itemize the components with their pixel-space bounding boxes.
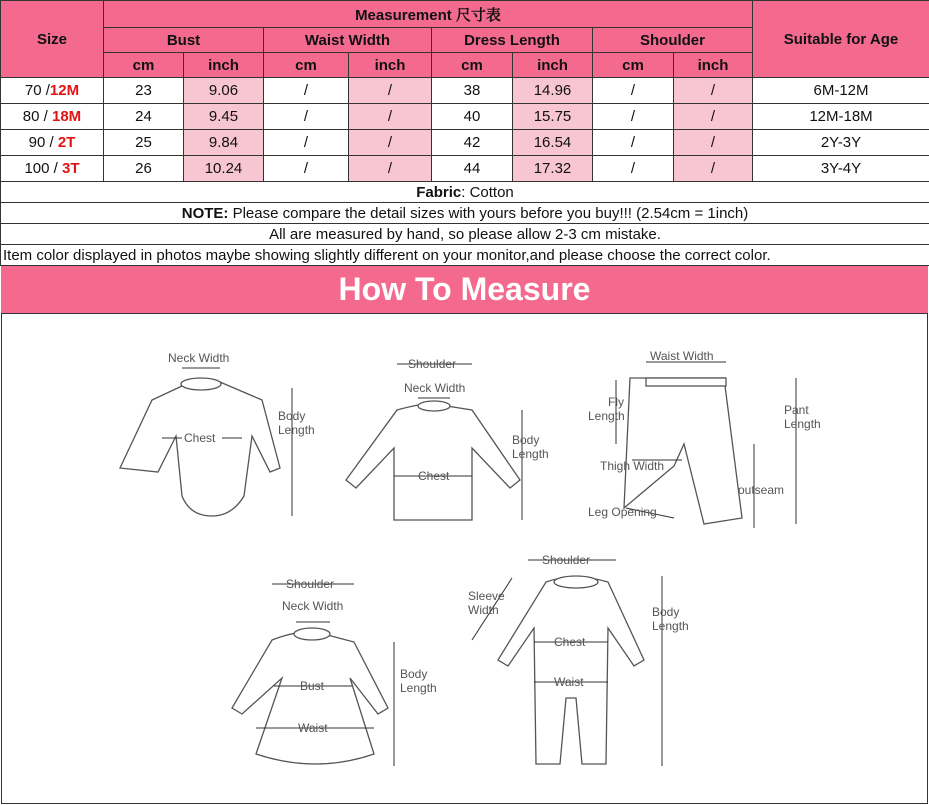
- chest-label: Chest: [184, 431, 216, 445]
- bust-inch: 9.06: [184, 78, 264, 104]
- waist-label: Waist: [298, 721, 328, 735]
- romper-diagram: [462, 548, 692, 773]
- note-cell: [1, 203, 929, 224]
- length-label: Length: [400, 681, 437, 695]
- size-header: Size: [1, 1, 104, 78]
- sleeve-width-label: Width: [468, 603, 499, 617]
- size-cell: [1, 130, 104, 156]
- length-cm: 44: [432, 156, 513, 182]
- pant-length-label: Length: [784, 417, 821, 431]
- sweater-outline: [346, 404, 520, 520]
- bust-cm: 24: [104, 104, 184, 130]
- bust-cm: 23: [104, 78, 184, 104]
- unit-header: cm: [432, 53, 513, 78]
- neck-width-label: Neck Width: [168, 351, 230, 365]
- note-row: [1, 203, 929, 224]
- waist-inch: /: [349, 104, 432, 130]
- waist-inch: /: [349, 156, 432, 182]
- age-cell: 12M-18M: [753, 104, 929, 130]
- waist-cm: /: [264, 156, 349, 182]
- romper-outline: [498, 577, 644, 764]
- length-label: Length: [512, 447, 549, 461]
- size-number: 70 /: [24, 82, 50, 99]
- unit-header: inch: [513, 53, 593, 78]
- sweater-collar: [418, 401, 450, 411]
- size-code: 12M: [49, 82, 80, 99]
- fabric-label: Fabric: [416, 183, 462, 201]
- body-label: Body: [512, 433, 540, 447]
- chest-label: Chest: [554, 635, 586, 649]
- body-label: Body: [652, 605, 680, 619]
- bust-inch: 9.45: [184, 104, 264, 130]
- length-label: Length: [652, 619, 689, 633]
- length-label: Length: [278, 423, 315, 437]
- shoulder-label: Shoulder: [542, 553, 591, 567]
- bust-cm: 26: [104, 156, 184, 182]
- length-inch: 17.32: [513, 156, 593, 182]
- unit-header: inch: [674, 53, 753, 78]
- waist-header: Waist Width: [264, 28, 432, 53]
- hand-note: All are measured by hand, so please allow 2-3 cm mistake.: [1, 224, 929, 245]
- length-cm: 42: [432, 130, 513, 156]
- waist-label: Waist: [554, 675, 584, 689]
- bust-header: Bust: [104, 28, 264, 53]
- outseam-label: outseam: [738, 483, 785, 497]
- waist-inch: /: [349, 130, 432, 156]
- table-row: [1, 104, 929, 130]
- shoulder-label: Shoulder: [286, 577, 335, 591]
- length-inch: 14.96: [513, 78, 593, 104]
- hand-note-row: [1, 224, 929, 245]
- dress-diagram: [212, 568, 452, 773]
- unit-header: inch: [349, 53, 432, 78]
- neck-width-label: Neck Width: [404, 381, 466, 395]
- measurement-header: Measurement 尺寸表: [104, 1, 753, 28]
- body-label: Body: [400, 667, 428, 681]
- table-row: [1, 156, 929, 182]
- size-table: [0, 0, 929, 266]
- size-cell: [1, 78, 104, 104]
- bodysuit-diagram: [112, 348, 332, 528]
- waist-cm: /: [264, 104, 349, 130]
- neck-width-label: Neck Width: [282, 599, 344, 613]
- bodysuit-outline: [120, 380, 280, 516]
- pants-diagram: [582, 348, 822, 538]
- color-note-row: [1, 245, 929, 266]
- pants-outline: [624, 378, 742, 524]
- fabric-cell: [1, 182, 929, 203]
- size-number: 100 /: [24, 160, 58, 177]
- pants-waistband: [646, 378, 726, 386]
- fabric-value: : Cotton: [461, 183, 514, 201]
- shoulder-cm: /: [593, 130, 674, 156]
- dress-outline: [232, 632, 388, 764]
- unit-header: cm: [104, 53, 184, 78]
- age-header: Suitable for Age: [753, 1, 929, 78]
- length-inch: 15.75: [513, 104, 593, 130]
- size-number: 90 /: [28, 134, 54, 151]
- note-text: Please compare the detail sizes with yours before you buy!!! (2.54cm = 1inch): [232, 204, 749, 222]
- age-cell: 6M-12M: [753, 78, 929, 104]
- bust-inch: 9.84: [184, 130, 264, 156]
- size-cell: [1, 156, 104, 182]
- waist-inch: /: [349, 78, 432, 104]
- size-code: 2T: [57, 134, 76, 151]
- shoulder-inch: /: [674, 156, 753, 182]
- waist-width-label: Waist Width: [650, 349, 714, 363]
- sweater-diagram: [342, 348, 562, 528]
- fly-label: Fly: [608, 395, 624, 409]
- length-cm: 38: [432, 78, 513, 104]
- shoulder-cm: /: [593, 156, 674, 182]
- waist-cm: /: [264, 78, 349, 104]
- dress-collar: [294, 628, 330, 640]
- size-code: 3T: [62, 160, 80, 177]
- length-inch: 16.54: [513, 130, 593, 156]
- shoulder-inch: /: [674, 78, 753, 104]
- bust-cm: 25: [104, 130, 184, 156]
- sleeve-label: Sleeve: [468, 589, 505, 603]
- diagram-area: [1, 313, 928, 804]
- shoulder-cm: /: [593, 78, 674, 104]
- pant-label: Pant: [784, 403, 809, 417]
- age-cell: 2Y-3Y: [753, 130, 929, 156]
- how-to-measure-banner: How To Measure: [1, 265, 928, 314]
- shoulder-label: Shoulder: [408, 357, 457, 371]
- length-cm: 40: [432, 104, 513, 130]
- unit-header: inch: [184, 53, 264, 78]
- shoulder-inch: /: [674, 104, 753, 130]
- shoulder-header: Shoulder: [593, 28, 753, 53]
- shoulder-inch: /: [674, 130, 753, 156]
- unit-header: cm: [264, 53, 349, 78]
- romper-collar: [554, 576, 598, 588]
- color-note: Item color displayed in photos maybe showing slightly different on your monitor,and please choose the correct color.: [1, 245, 929, 266]
- age-cell: 3Y-4Y: [753, 156, 929, 182]
- body-label: Body: [278, 409, 306, 423]
- fly-length-label: Length: [588, 409, 625, 423]
- waist-cm: /: [264, 130, 349, 156]
- leg-opening-label: Leg Opening: [588, 505, 657, 519]
- shoulder-cm: /: [593, 104, 674, 130]
- bodysuit-collar: [181, 378, 221, 390]
- chest-label: Chest: [418, 469, 450, 483]
- note-label: NOTE:: [181, 204, 229, 222]
- table-row: [1, 130, 929, 156]
- thigh-width-label: Thigh Width: [600, 459, 665, 473]
- unit-header: cm: [593, 53, 674, 78]
- size-cell: [1, 104, 104, 130]
- bust-inch: 10.24: [184, 156, 264, 182]
- fabric-row: [1, 182, 929, 203]
- size-code: 18M: [52, 108, 82, 125]
- dress-length-header: Dress Length: [432, 28, 593, 53]
- bust-label: Bust: [300, 679, 325, 693]
- size-number: 80 /: [22, 108, 48, 125]
- table-row: [1, 78, 929, 104]
